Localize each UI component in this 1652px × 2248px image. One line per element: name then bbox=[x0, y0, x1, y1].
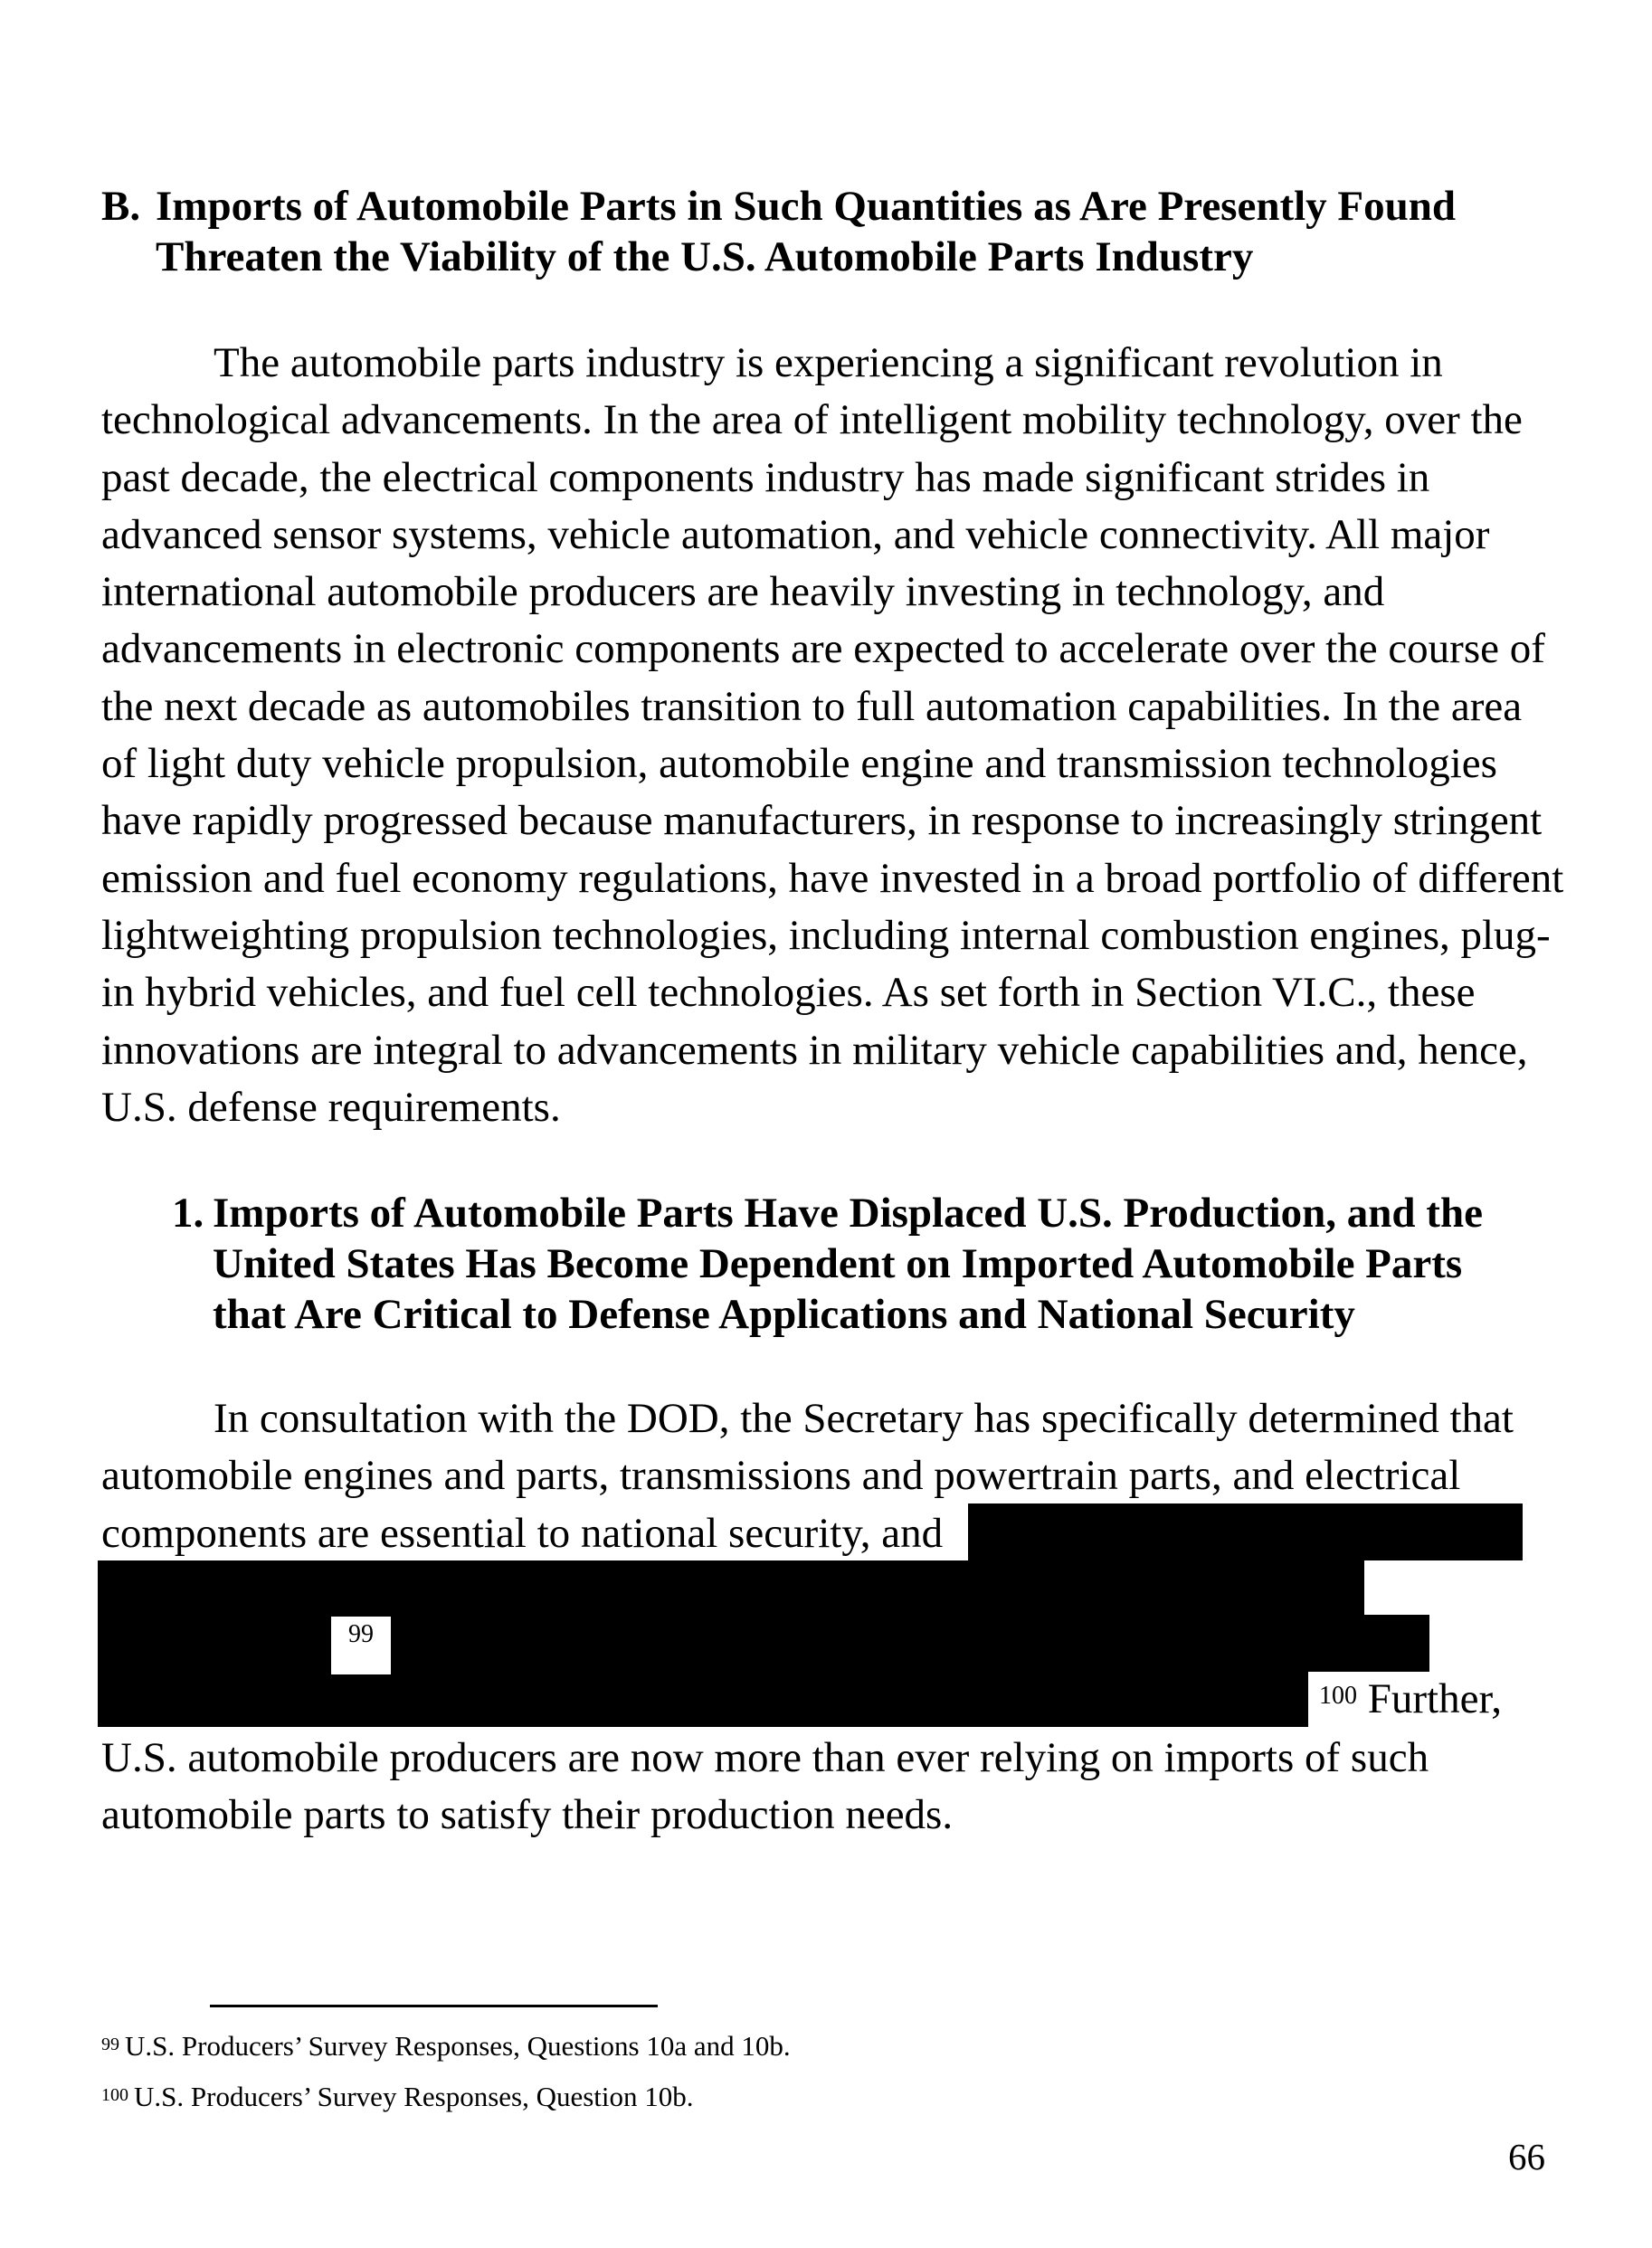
redaction-block bbox=[968, 1503, 1523, 1560]
redaction-block bbox=[98, 1615, 1429, 1672]
section-b-title-line-2: Threaten the Viability of the U.S. Automobile Parts Industry bbox=[156, 233, 1254, 280]
paragraph-consultation-line-2: automobile engines and parts, transmissions and powertrain parts, and electrical bbox=[101, 1452, 1461, 1500]
paragraph-consultation-line-1 bbox=[101, 1390, 1567, 1447]
after-redaction-text: Further, bbox=[1367, 1675, 1502, 1722]
paragraph-consultation-line-3: components are essential to national security, and bbox=[101, 1509, 944, 1557]
section-b-heading bbox=[101, 181, 1549, 282]
footnote-100-text: U.S. Producers’ Survey Responses, Question 10b. bbox=[134, 2081, 694, 2112]
footnote-99 bbox=[101, 2030, 791, 2063]
paragraph-consultation-ending: U.S. automobile producers are now more than ever relying on imports of such automobile parts to satisfy their production needs. bbox=[101, 1734, 1429, 1839]
redaction-block bbox=[98, 1560, 1364, 1617]
section-b-title-line-1: Imports of Automobile Parts in Such Quantities as Are Presently Found bbox=[156, 183, 1457, 230]
footnote-reference-100[interactable]: 100 bbox=[1319, 1682, 1357, 1710]
footnote-100 bbox=[101, 2081, 694, 2113]
section-1-title-line-1: Imports of Automobile Parts Have Displaced U.S. Production, and the bbox=[213, 1190, 1483, 1237]
footnote-reference-99[interactable]: 99 bbox=[331, 1617, 391, 1674]
footnote-reference-100-line bbox=[1319, 1671, 1502, 1728]
section-1-heading bbox=[172, 1188, 1529, 1340]
paragraph-technology-text: The automobile parts industry is experiencing a significant revolution in technological advancements. In the area of intelligent mobility technology, over the past decade, the electrical components industry has made significant strides in advanced sensor systems, vehicle automation, and vehicle connectivity. All major international automobile producers are heavily investing in technology, and advancements in electronic components are expected to accelerate over the course of the next decade as automobiles transition to full automation capabilities. In the area of light duty vehicle propulsion, automobile engine and transmission technologies have rapidly progressed because manufacturers, in response to increasingly stringent emission and fuel economy regulations, have invested in a broad portfolio of different lightweighting propulsion technologies, including internal combustion engines, plug-in hybrid vehicles, and fuel cell technologies. As set forth in Section VI.C., these innovations are integral to advancements in military vehicle capabilities and, hence, U.S. defense requirements. bbox=[101, 339, 1564, 1131]
section-1-title-line-3: that Are Critical to Defense Applications and National Security bbox=[213, 1291, 1355, 1338]
footnote-99-marker: 99 bbox=[101, 2035, 119, 2054]
section-1-title-line-2: United States Has Become Dependent on Imported Automobile Parts bbox=[213, 1240, 1463, 1287]
redaction-block bbox=[98, 1669, 1308, 1727]
footnote-99-text: U.S. Producers’ Survey Responses, Questions 10a and 10b. bbox=[125, 2030, 791, 2062]
paragraph-technology bbox=[101, 335, 1567, 1136]
footnote-separator bbox=[210, 2005, 658, 2007]
page-number: 66 bbox=[1508, 2136, 1545, 2177]
paragraph-consultation-line-1-text: In consultation with the DOD, the Secretary has specifically determined that bbox=[214, 1395, 1514, 1442]
section-1-number: 1. bbox=[172, 1190, 204, 1237]
footnote-100-marker: 100 bbox=[101, 2085, 128, 2105]
section-b-number: B. bbox=[101, 183, 141, 230]
